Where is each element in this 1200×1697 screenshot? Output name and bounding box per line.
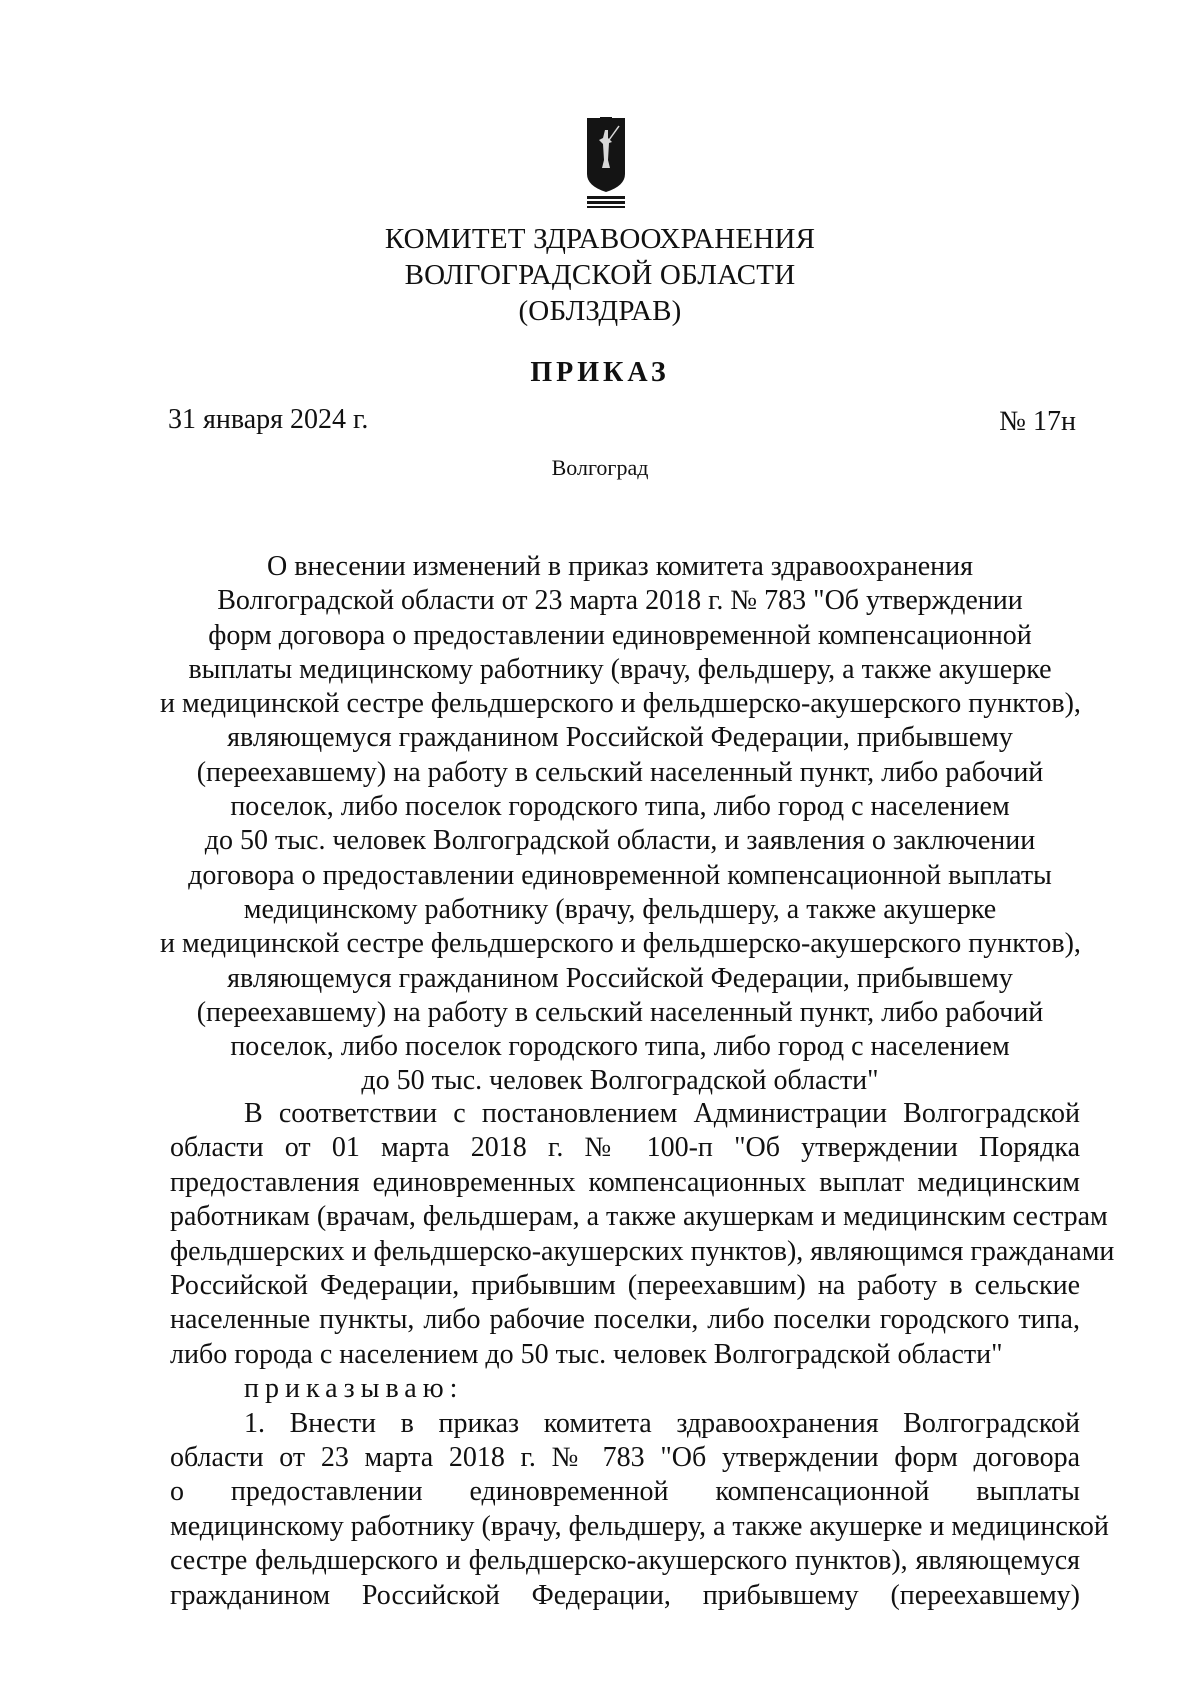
body-line: либо города с населением до 50 тыс. человек Волгоградской области"	[170, 1338, 1003, 1370]
org-name-line-2: ВОЛГОГРАДСКОЙ ОБЛАСТИ	[404, 259, 796, 291]
body-line: сестре фельдшерского и фельдшерско-акушерского пунктов), являющемуся	[170, 1545, 1080, 1577]
subject-line: поселок, либо поселок городского типа, либо город с населением	[230, 791, 1010, 823]
subject-line: Волгоградской области от 23 марта 2018 г. № 783 "Об утверждении	[217, 585, 1023, 617]
subject-line: О внесении изменений в приказ комитета здравоохранения	[267, 551, 973, 582]
subject-line: выплаты медицинскому работнику (врачу, фельдшеру, а также акушерке	[188, 653, 1052, 685]
body-line: медицинскому работнику (врачу, фельдшеру, а также акушерке и медицинской	[170, 1510, 1109, 1542]
body-line: области от 23 марта 2018 г. № 783 "Об утверждении форм договора	[170, 1442, 1080, 1474]
subject-line: поселок, либо поселок городского типа, либо город с населением	[230, 1031, 1010, 1063]
body-line: Российской Федерации, прибывшим (переехавшим) на работу в сельские	[170, 1270, 1080, 1302]
body-line: В соответствии с постановлением Администрации Волгоградской	[244, 1098, 1080, 1129]
subject-line: до 50 тыс. человек Волгоградской области"	[361, 1065, 879, 1097]
subject-line: являющемуся гражданином Российской Федерации, прибывшему	[227, 962, 1013, 994]
order-city: Волгоград	[551, 455, 649, 480]
org-abbreviation: (ОБЛЗДРАВ)	[518, 295, 682, 327]
body-line: работникам (врачам, фельдшерам, а также акушеркам и медицинским сестрам	[170, 1201, 1108, 1233]
org-name-line-1: КОМИТЕТ ЗДРАВООХРАНЕНИЯ	[384, 223, 816, 255]
subject-line: (переехавшему) на работу в сельский населенный пункт, либо рабочий	[196, 756, 1044, 788]
body-line: гражданином Российской Федерации, прибывшему (переехавшему)	[170, 1579, 1080, 1611]
document-type-title: ПРИКАЗ	[530, 357, 670, 388]
body-line: фельдшерских и фельдшерско-акушерских пунктов), являющимся гражданами	[170, 1235, 1115, 1267]
body-line: предоставления единовременных компенсационных выплат медицинским	[170, 1166, 1080, 1198]
subject-line: и медицинской сестре фельдшерского и фельдшерско-акушерского пунктов),	[160, 688, 1081, 720]
subject-line: медицинскому работнику (врачу, фельдшеру, а также акушерке	[243, 893, 997, 925]
subject-line: являющемуся гражданином Российской Федерации, прибывшему	[227, 722, 1013, 754]
coat-of-arms-emblem	[586, 116, 626, 208]
subject-line: договора о предоставлении единовременной компенсационной выплаты	[188, 859, 1052, 891]
subject-line: форм договора о предоставлении единовременной компенсационной	[208, 619, 1032, 651]
subject-line: (переехавшему) на работу в сельский населенный пункт, либо рабочий	[196, 996, 1044, 1028]
body-line: населенные пункты, либо рабочие поселки, либо поселки городского типа,	[170, 1304, 1080, 1336]
order-number: № 17н	[999, 406, 1076, 437]
order-subject	[160, 550, 1080, 1099]
order-directive: приказываю:	[244, 1373, 464, 1405]
body-line: 1. Внести в приказ комитета здравоохранения Волгоградской	[244, 1407, 1080, 1439]
subject-line: и медицинской сестре фельдшерского и фельдшерско-акушерского пунктов),	[160, 928, 1081, 960]
subject-line: до 50 тыс. человек Волгоградской области, и заявления о заключении	[204, 825, 1036, 857]
order-body	[170, 1097, 1115, 1613]
order-date: 31 января 2024 г.	[168, 404, 369, 435]
body-line: области от 01 марта 2018 г. № 100-п "Об утверждении Порядка	[170, 1132, 1080, 1164]
body-line: о предоставлении единовременной компенсационной выплаты	[170, 1476, 1080, 1508]
